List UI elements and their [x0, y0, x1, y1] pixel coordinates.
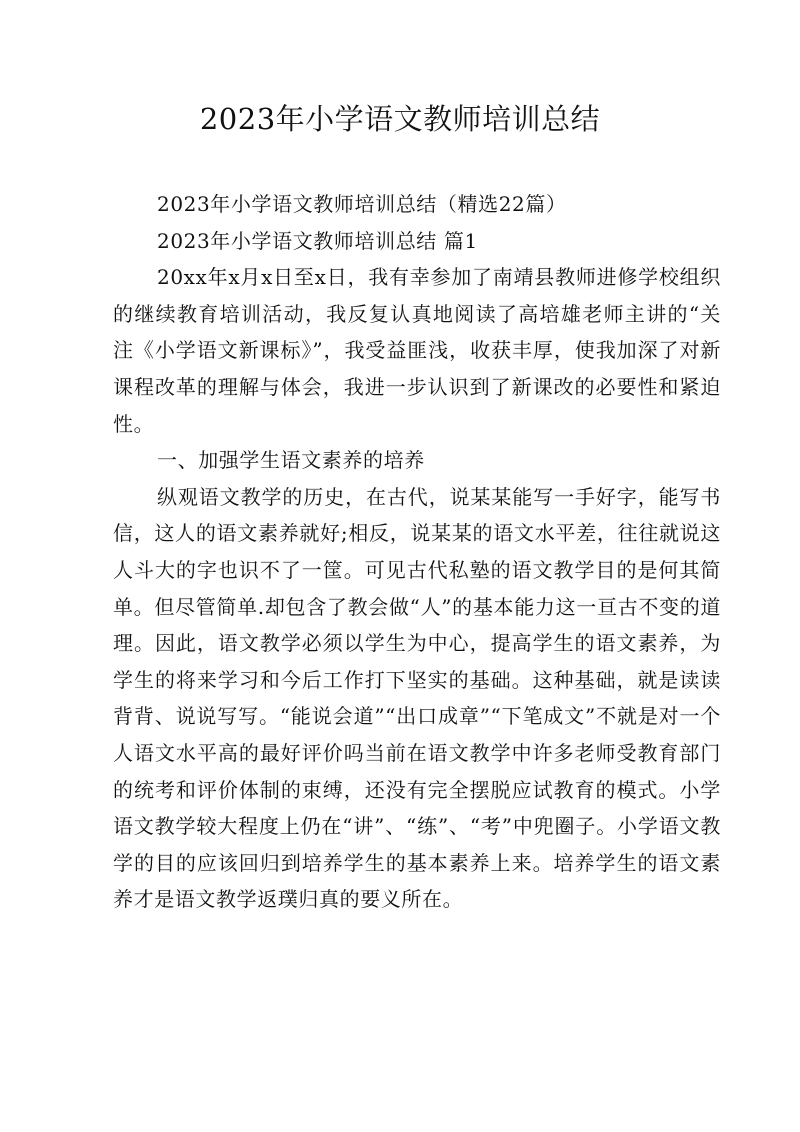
body-paragraph: 纵观语文教学的历史，在古代，说某某能写一手好字，能写书信，这人的语文素养就好;相反，说某某的语文水平差，往往就说这人斗大的字也识不了一筐。可见古代私塾的语文教学目的是何其简单。但尽管简单.却包含了教会做“人”的基本能力这一亘古不变的道理。因此，语文教学必须以学生为中心，提高学生的语文素养，为学生的将来学习和今后工作打下坚实的基础。这种基础，就是读读背背、说说写写。“能说会道”“出口成章”“下笔成文”不就是对一个人语文水平高的最好评价吗当前在语文教学中许多老师受教育部门的统考和评价体制的束缚，还没有完全摆脱应试教育的模式。小学语文教学较大程度上仍在“讲”、“练”、“考”中兜圈子。小学语文教学的目的应该回归到培养学生的基本素养上来。培养学生的语文素养才是语文教学返璞归真的要义所在。	[113, 484, 721, 912]
section-heading: 一、加强学生语文素养的培养	[157, 448, 425, 473]
part-heading: 2023年小学语文教师培训总结 篇1	[157, 228, 478, 253]
document-body	[113, 186, 721, 918]
document-subtitle: 2023年小学语文教师培训总结（精选22篇）	[157, 192, 567, 216]
document-title: 2023年小学语文教师培训总结	[199, 102, 601, 136]
intro-paragraph: 20xx年x月x日至x日，我有幸参加了南靖县教师进修学校组织的继续教育培训活动，我反复认真地阅读了高培雄老师主讲的“关注《小学语文新课标》”，我受益匪浅，收获丰厚，使我加深了对新课程改革的理解与体会，我进一步认识到了新课改的必要性和紧迫性。	[113, 265, 721, 436]
